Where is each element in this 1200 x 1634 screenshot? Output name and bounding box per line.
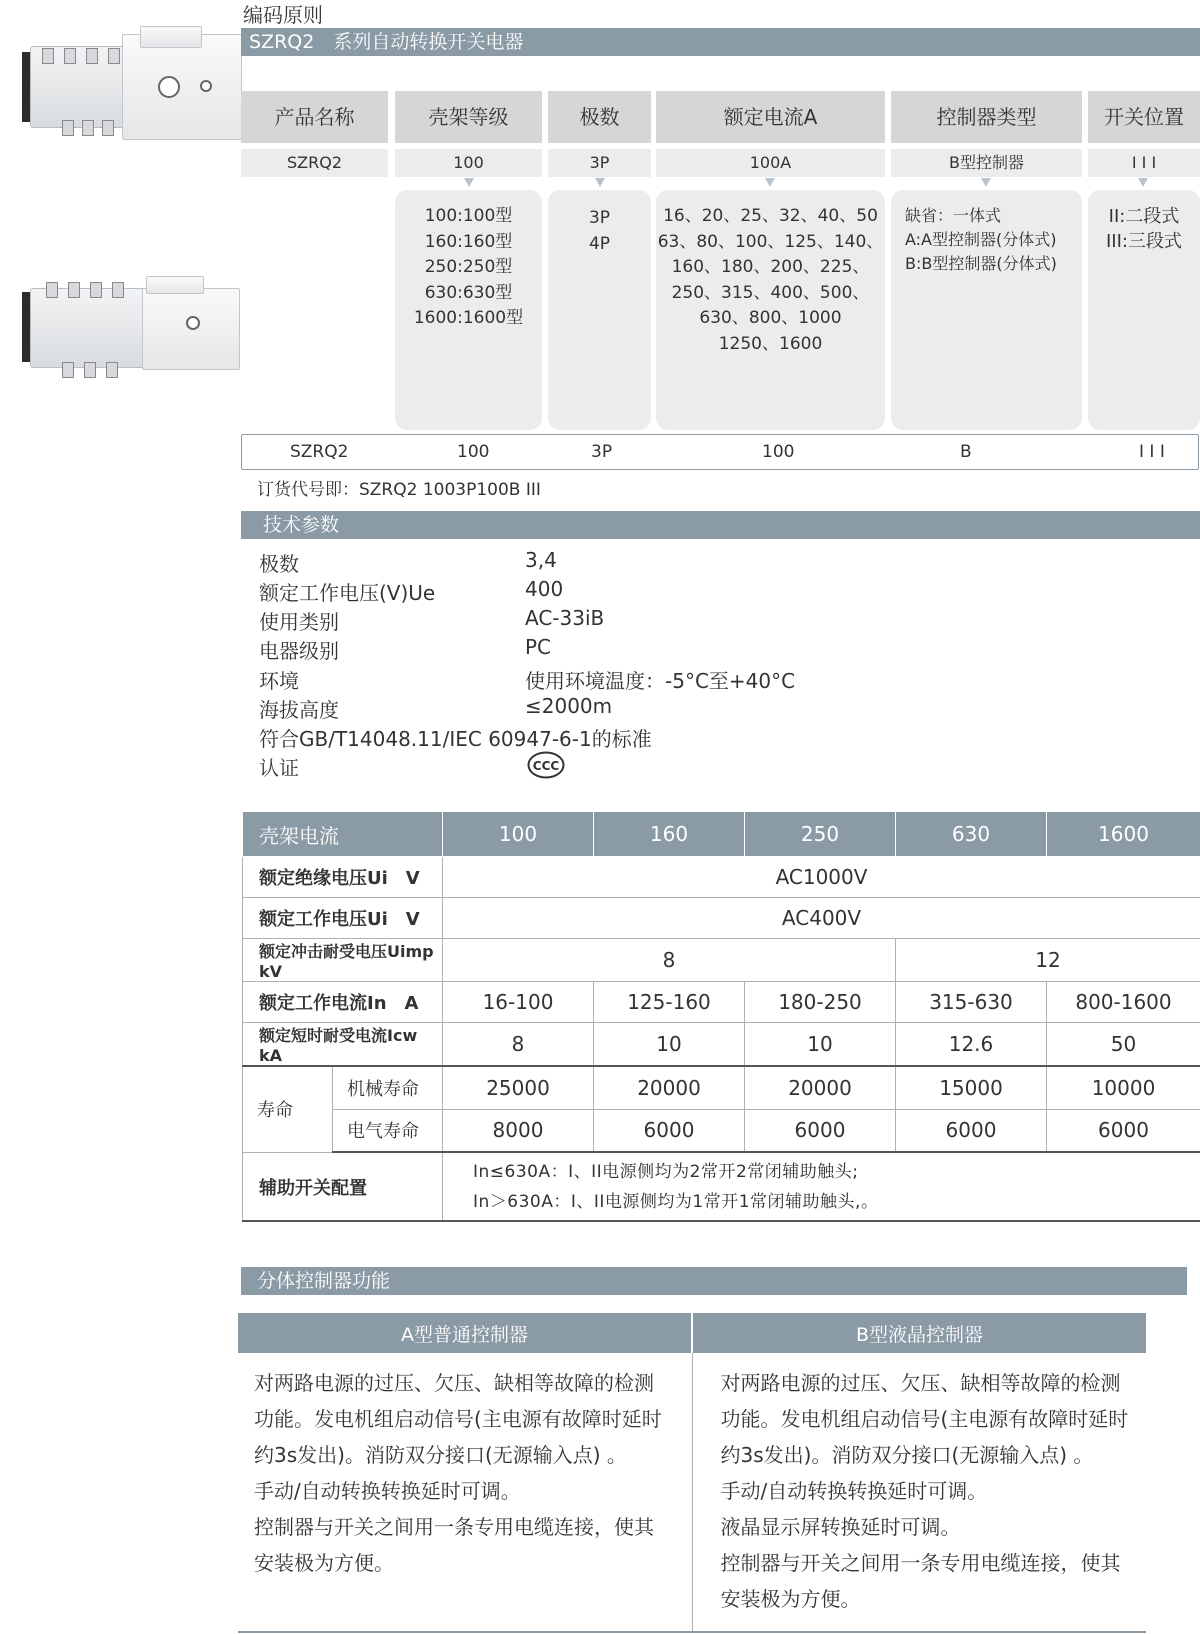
option-frame-160: 160:160型 bbox=[424, 231, 513, 252]
spec-frame-630: 630 bbox=[896, 812, 1047, 857]
spec-value: 800-1600 bbox=[1047, 982, 1200, 1023]
spec-label: 额定工作电压Ui V bbox=[243, 898, 443, 939]
spec-value: 8 bbox=[443, 939, 896, 982]
spec-frame-1600: 1600 bbox=[1047, 812, 1200, 857]
controller-b-line: 安装极为方便。 bbox=[720, 1587, 861, 1611]
spec-value: 6000 bbox=[896, 1109, 1047, 1152]
spec-frame-160: 160 bbox=[594, 812, 745, 857]
result-row bbox=[241, 434, 1199, 470]
option-current-line: 63、80、100、125、140、 bbox=[657, 231, 884, 252]
param-label: 额定工作电压(V)Ue bbox=[259, 581, 436, 605]
option-current-line: 160、180、200、225、 bbox=[671, 257, 870, 277]
options-current bbox=[656, 190, 885, 430]
arrow-frame bbox=[464, 178, 474, 187]
spec-value: 12 bbox=[896, 939, 1200, 982]
result-product-name: SZRQ2 bbox=[290, 442, 349, 462]
param-label: 认证 bbox=[259, 756, 299, 780]
param-value: PC bbox=[525, 635, 552, 659]
controller-a-line: 安装极为方便。 bbox=[254, 1551, 394, 1575]
spec-value: 10 bbox=[745, 1023, 896, 1067]
spec-value: 15000 bbox=[896, 1066, 1047, 1109]
spec-label: 额定工作电流In A bbox=[243, 982, 443, 1023]
arrow-controller bbox=[981, 178, 991, 187]
option-current-line: 16、20、25、32、40、50 bbox=[663, 206, 878, 226]
spec-value: 6000 bbox=[745, 1109, 896, 1152]
option-frame-630: 630:630型 bbox=[424, 282, 513, 303]
spec-table bbox=[242, 811, 1200, 1222]
option-poles-4p: 4P bbox=[588, 233, 611, 254]
spec-value: 10000 bbox=[1047, 1066, 1200, 1109]
result-poles: 3P bbox=[591, 442, 613, 462]
option-controller-b: B:B型控制器(分体式) bbox=[905, 254, 1057, 273]
option-frame-250: 250:250型 bbox=[424, 257, 513, 277]
product-bar: SZRQ2 系列自动转换开关电器 bbox=[241, 28, 1200, 56]
options-controller bbox=[891, 190, 1082, 430]
spec-value: 8000 bbox=[443, 1109, 594, 1152]
ccc-mark-text: CCC bbox=[532, 759, 560, 773]
spec-aux-line: In＞630A：I、II电源侧均为1常开1常闭辅助触头,。 bbox=[473, 1191, 879, 1212]
spec-label: 额定冲击耐受电压Uimp kV bbox=[243, 939, 443, 982]
product-image-bottom bbox=[22, 270, 222, 380]
spec-life-label: 寿命 bbox=[243, 1066, 333, 1152]
spec-row-current bbox=[243, 982, 1200, 1023]
spec-label: 额定短时耐受电流Icw kA bbox=[243, 1023, 443, 1067]
spec-value: 8 bbox=[443, 1023, 594, 1067]
order-code: 订货代号即：SZRQ2 1003P100B III bbox=[257, 480, 541, 500]
ccc-mark-svg bbox=[527, 751, 565, 779]
controller-b-desc bbox=[692, 1353, 1146, 1632]
param-label: 环境 bbox=[259, 669, 299, 693]
options-poles bbox=[548, 190, 651, 430]
product-image-top bbox=[22, 22, 222, 140]
controller-b-line: 功能。发电机组启动信号(主电源有故障时延时 bbox=[720, 1407, 1129, 1431]
controller-a-line: 约3s发出)。消防双分接口(无源输入点) 。 bbox=[254, 1443, 627, 1467]
header-current: 额定电流A bbox=[656, 91, 885, 143]
controller-b-line: 对两路电源的过压、欠压、缺相等故障的检测 bbox=[720, 1371, 1121, 1395]
spec-value: 6000 bbox=[594, 1109, 745, 1152]
controller-a-line: 对两路电源的过压、欠压、缺相等故障的检测 bbox=[254, 1371, 654, 1395]
spec-value: 315-630 bbox=[896, 982, 1047, 1023]
controller-b-line: 控制器与开关之间用一条专用电缆连接，使其 bbox=[720, 1551, 1121, 1575]
value-product-name: SZRQ2 bbox=[241, 149, 388, 177]
spec-frame-250: 250 bbox=[745, 812, 896, 857]
value-position: I I I bbox=[1088, 149, 1200, 177]
option-frame-1600: 1600:1600型 bbox=[413, 308, 524, 328]
result-position: I I I bbox=[1139, 442, 1165, 462]
spec-header-row bbox=[243, 812, 1200, 857]
option-current-line: 1250、1600 bbox=[718, 333, 823, 354]
controller-a-line: 控制器与开关之间用一条专用电缆连接，使其 bbox=[254, 1515, 654, 1539]
spec-row-aux bbox=[243, 1152, 1200, 1221]
value-poles: 3P bbox=[548, 149, 651, 177]
option-frame-100: 100:100型 bbox=[424, 206, 513, 226]
spec-value: 6000 bbox=[1047, 1109, 1200, 1152]
param-value: ≤2000m bbox=[525, 694, 613, 718]
spec-label: 电气寿命 bbox=[333, 1109, 443, 1152]
option-poles-3p: 3P bbox=[588, 208, 611, 228]
controller-bar: 分体控制器功能 bbox=[241, 1267, 1187, 1295]
tech-bar: 技术参数 bbox=[241, 511, 1200, 539]
controller-a-line: 手动/自动转换转换延时可调。 bbox=[254, 1479, 521, 1503]
spec-row-insulation bbox=[243, 857, 1200, 898]
arrow-poles bbox=[595, 178, 605, 187]
result-controller: B bbox=[960, 442, 972, 462]
param-value: AC-33iB bbox=[525, 606, 605, 630]
spec-row-work-voltage bbox=[243, 898, 1200, 939]
spec-value: AC1000V bbox=[443, 857, 1200, 898]
spec-value: 20000 bbox=[745, 1066, 896, 1109]
header-controller: 控制器类型 bbox=[891, 91, 1082, 143]
controller-b-line: 液晶显示屏转换延时可调。 bbox=[720, 1515, 961, 1539]
option-controller-default: 缺省：一体式 bbox=[905, 206, 1002, 225]
header-frame: 壳架等级 bbox=[395, 91, 542, 143]
param-value: 400 bbox=[525, 577, 564, 601]
spec-aux-note bbox=[443, 1152, 1200, 1221]
header-position: 开关位置 bbox=[1088, 91, 1200, 143]
controller-a-line: 功能。发电机组启动信号(主电源有故障时延时 bbox=[254, 1407, 662, 1431]
controller-b-line: 约3s发出)。消防双分接口(无源输入点) 。 bbox=[720, 1443, 1094, 1467]
param-label: 海拔高度 bbox=[259, 698, 339, 722]
spec-row-impulse bbox=[243, 939, 1200, 982]
arrow-position bbox=[1138, 178, 1148, 187]
spec-value: 25000 bbox=[443, 1066, 594, 1109]
param-value: 使用环境温度：-5°C至+40°C bbox=[525, 669, 796, 693]
option-position-two: II:二段式 bbox=[1108, 206, 1180, 227]
spec-aux-line: In≤630A：I、II电源侧均为2常开2常闭辅助触头; bbox=[473, 1161, 859, 1182]
option-current-line: 630、800、1000 bbox=[699, 308, 842, 328]
spec-row-mech-life bbox=[243, 1066, 1200, 1109]
param-standard: 符合GB/T14048.11/IEC 60947-6-1的标准 bbox=[259, 727, 652, 751]
value-controller: B型控制器 bbox=[891, 149, 1082, 177]
spec-value: 125-160 bbox=[594, 982, 745, 1023]
spec-row-elec-life bbox=[243, 1109, 1200, 1152]
spec-label: 辅助开关配置 bbox=[243, 1152, 443, 1221]
controller-a-desc bbox=[238, 1353, 692, 1632]
options-frame bbox=[395, 190, 542, 430]
section-title: 编码原则 bbox=[243, 3, 323, 27]
controller-b-line: 手动/自动转换转换延时可调。 bbox=[720, 1479, 988, 1503]
option-controller-a: A:A型控制器(分体式) bbox=[905, 230, 1057, 249]
spec-label: 机械寿命 bbox=[333, 1066, 443, 1109]
result-current: 100 bbox=[762, 442, 795, 462]
spec-row-short-time bbox=[243, 1023, 1200, 1067]
header-product-name: 产品名称 bbox=[241, 91, 388, 143]
spec-header-label: 壳架电流 bbox=[243, 812, 443, 857]
result-frame: 100 bbox=[457, 442, 490, 462]
param-value: 3,4 bbox=[525, 548, 557, 572]
controller-b-title: B型液晶控制器 bbox=[692, 1313, 1146, 1353]
spec-value: AC400V bbox=[443, 898, 1200, 939]
controller-table bbox=[238, 1313, 1146, 1633]
value-current: 100A bbox=[656, 149, 885, 177]
option-current-line: 250、315、400、500、 bbox=[671, 282, 870, 303]
param-label: 电器级别 bbox=[259, 639, 339, 663]
controller-header-row bbox=[238, 1313, 1146, 1353]
option-position-three: III:三段式 bbox=[1106, 231, 1182, 252]
spec-frame-100: 100 bbox=[443, 812, 594, 857]
controller-body-row bbox=[238, 1353, 1146, 1632]
header-poles: 极数 bbox=[548, 91, 651, 143]
spec-label: 额定绝缘电压Ui V bbox=[243, 857, 443, 898]
spec-value: 50 bbox=[1047, 1023, 1200, 1067]
controller-a-title: A型普通控制器 bbox=[238, 1313, 692, 1353]
param-label: 极数 bbox=[259, 552, 299, 576]
spec-value: 20000 bbox=[594, 1066, 745, 1109]
value-frame: 100 bbox=[395, 149, 542, 177]
spec-value: 16-100 bbox=[443, 982, 594, 1023]
spec-value: 180-250 bbox=[745, 982, 896, 1023]
arrow-current bbox=[765, 178, 775, 187]
spec-value: 10 bbox=[594, 1023, 745, 1067]
ccc-certification-icon bbox=[527, 751, 565, 779]
param-label: 使用类别 bbox=[259, 610, 339, 634]
spec-value: 12.6 bbox=[896, 1023, 1047, 1067]
options-position bbox=[1088, 190, 1200, 430]
